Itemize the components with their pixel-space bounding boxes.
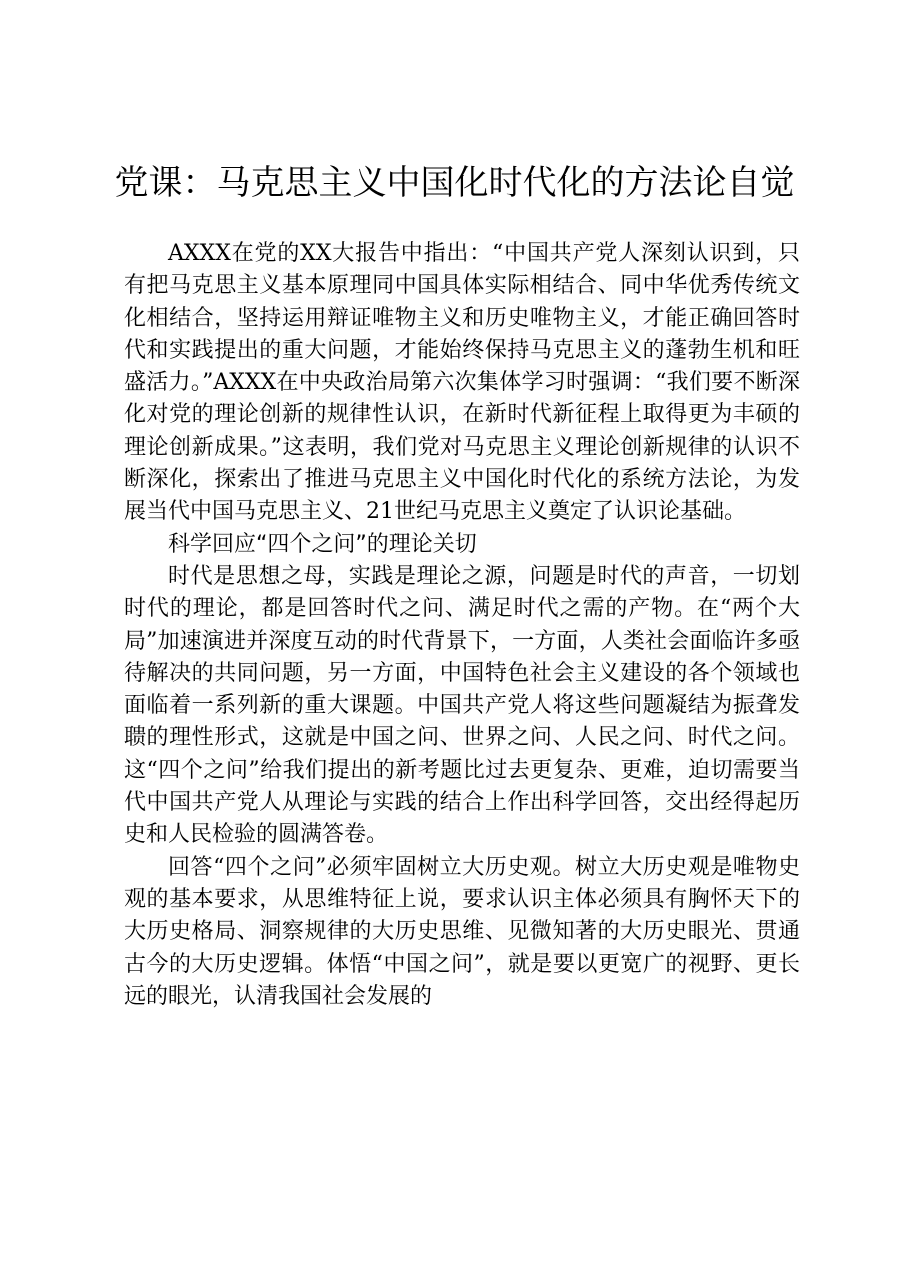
paragraph-historical-view: 回答“四个之问”必须牢固树立大历史观。树立大历史观是唯物史观的基本要求，从思维特征上说，要求认识主体必须具有胸怀天下的大历史格局、洞察规律的大历史思维、见微知著的大历史眼光、贯通古今的大历史逻辑。体悟“中国之问”，就是要以更宽广的视野、更长远的眼光，认清我国社会发展的 bbox=[124, 854, 800, 1009]
section-heading: 科学回应“四个之问”的理论关切 bbox=[168, 531, 477, 557]
paragraph-era-questions: 时代是思想之母，实践是理论之源，问题是时代的声音，一切划时代的理论，都是回答时代之问、满足时代之需的产物。在“两个大局”加速演进并深度互动的时代背景下，一方面，人类社会面临许多亟待解决的共同问题，另一方面，中国特色社会主义建设的各个领域也面临着一系列新的重大课题。中国共产党人将这些问题凝结为振聋发聩的理性形式，这就是中国之问、世界之问、人民之问、时代之问。这“四个之问”给我们提出的新考题比过去更复杂、更难，迫切需要当代中国共产党人从理论与实践的结合上作出科学回答，交出经得起历史和人民检验的圆满答卷。 bbox=[124, 563, 800, 848]
document-title: 党课：马克思主义中国化时代化的方法论自觉 bbox=[114, 163, 795, 203]
paragraph-intro: AXXX在党的XX大报告中指出：“中国共产党人深刻认识到，只有把马克思主义基本原理同中国具体实际相结合、同中华优秀传统文化相结合，坚持运用辩证唯物主义和历史唯物主义，才能正确回答时代和实践提出的重大问题，才能始终保持马克思主义的蓬勃生机和旺盛活力。”AXXX在中央政治局第六次集体学习时强调：“我们要不断深化对党的理论创新的规律性认识，在新时代新征程上取得更为丰硕的理论创新成果。”这表明，我们党对马克思主义理论创新规律的认识不断深化，探索出了推进马克思主义中国化时代化的系统方法论，为发展当代中国马克思主义、21世纪马克思主义奠定了认识论基础。 bbox=[124, 241, 800, 525]
document-body bbox=[124, 238, 800, 1013]
